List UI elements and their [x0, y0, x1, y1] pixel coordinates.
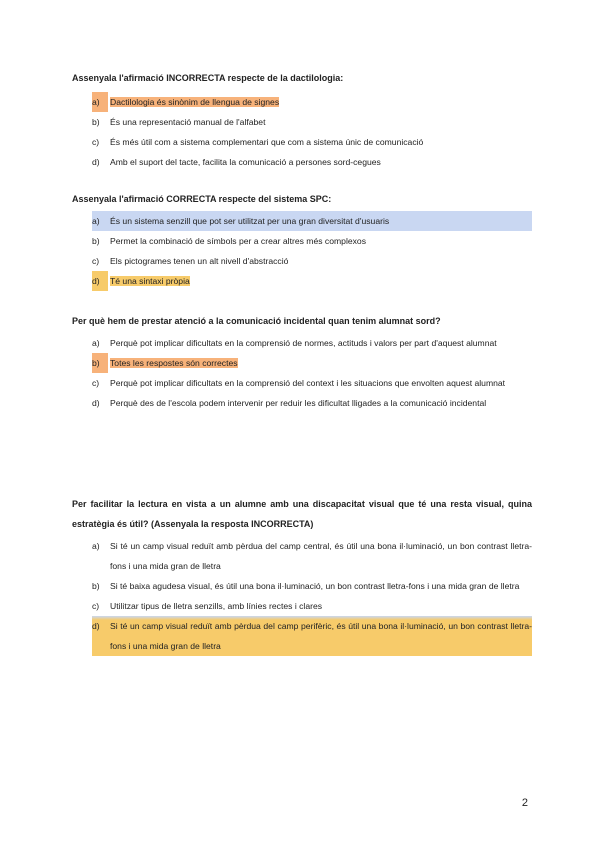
- option-b: [92, 353, 532, 373]
- option-letter: a): [92, 541, 100, 551]
- option-text: Totes les respostes són correctes: [110, 358, 238, 368]
- option-a: [92, 92, 532, 112]
- option-d: [92, 393, 532, 413]
- option-text: Utilitzar tipus de lletra senzills, amb línies rectes i clares: [110, 601, 323, 611]
- option-d: [92, 271, 532, 291]
- option-a: [92, 536, 532, 576]
- option-letter: d): [92, 621, 100, 631]
- option-letter: d): [92, 157, 100, 167]
- option-b: [92, 576, 532, 596]
- option-text: Si té un camp visual reduït amb pèrdua del camp perifèric, és útil una bona il·luminació, un bon contrast lletra-fons i una mida gran de lletra: [110, 621, 532, 651]
- option-text: Permet la combinació de símbols per a crear altres més complexos: [110, 236, 367, 246]
- option-c: [92, 251, 532, 271]
- option-text: Perquè pot implicar dificultats en la comprensió del context i les situacions que envolten aquest alumnat: [110, 378, 506, 388]
- option-text: Els pictogrames tenen un alt nivell d'abstracció: [110, 256, 289, 266]
- option-text: Si té un camp visual reduït amb pèrdua del camp central, és útil una bona il·luminació, un bon contrast lletra-fons i una mida gran de lletra: [110, 541, 532, 571]
- option-letter: b): [92, 236, 100, 246]
- option-b: [92, 112, 532, 132]
- question-1: [72, 68, 532, 172]
- option-letter: c): [92, 601, 100, 611]
- question-3: [72, 311, 532, 413]
- option-text: Amb el suport del tacte, facilita la comunicació a persones sord-cegues: [110, 157, 381, 167]
- question-title: Per què hem de prestar atenció a la comunicació incidental quan tenim alumnat sord?: [72, 316, 441, 326]
- option-a: [92, 333, 532, 353]
- option-d: [92, 616, 532, 656]
- option-letter: b): [92, 117, 100, 127]
- option-letter: d): [92, 271, 108, 291]
- option-letter: b): [92, 353, 108, 373]
- option-text: Perquè pot implicar dificultats en la comprensió de normes, actituds i valors per part d'aquest alumnat: [110, 338, 497, 348]
- option-text: Si té baixa agudesa visual, és útil una bona il·luminació, un bon contrast lletra-fons i una mida gran de lletra: [110, 581, 520, 591]
- option-c: [92, 373, 532, 393]
- option-letter: a): [92, 216, 100, 226]
- option-text: Perquè des de l'escola podem intervenir per reduir les dificultat lligades a la comunicació incidental: [110, 398, 487, 408]
- option-text: És una representació manual de l'alfabet: [110, 117, 266, 127]
- option-a: [92, 211, 532, 231]
- option-d: [92, 152, 532, 172]
- option-letter: a): [92, 92, 108, 112]
- option-text: Dactilologia és sinònim de llengua de signes: [110, 97, 280, 107]
- option-letter: a): [92, 338, 100, 348]
- option-letter: c): [92, 137, 100, 147]
- option-c: [92, 596, 532, 616]
- question-4: [72, 494, 532, 656]
- option-b: [92, 231, 532, 251]
- option-letter: c): [92, 256, 100, 266]
- question-title: Per facilitar la lectura en vista a un alumne amb una discapacitat visual que té una resta visual, quina estratègia és útil? (Assenyala la resposta INCORRECTA): [72, 499, 532, 529]
- question-title: Assenyala l'afirmació CORRECTA respecte del sistema SPC:: [72, 194, 332, 204]
- option-c: [92, 132, 532, 152]
- option-text: És un sistema senzill que pot ser utilitzat per una gran diversitat d'usuaris: [110, 216, 390, 226]
- option-letter: d): [92, 398, 100, 408]
- page-number: 2: [521, 797, 528, 809]
- option-text: És més útil com a sistema complementari que com a sistema únic de comunicació: [110, 137, 424, 147]
- option-letter: c): [92, 378, 100, 388]
- option-letter: b): [92, 581, 100, 591]
- option-text: Té una sintaxi pròpia: [110, 276, 190, 286]
- question-2: [72, 189, 532, 291]
- question-title: Assenyala l'afirmació INCORRECTA respecte de la dactilologia:: [72, 73, 344, 83]
